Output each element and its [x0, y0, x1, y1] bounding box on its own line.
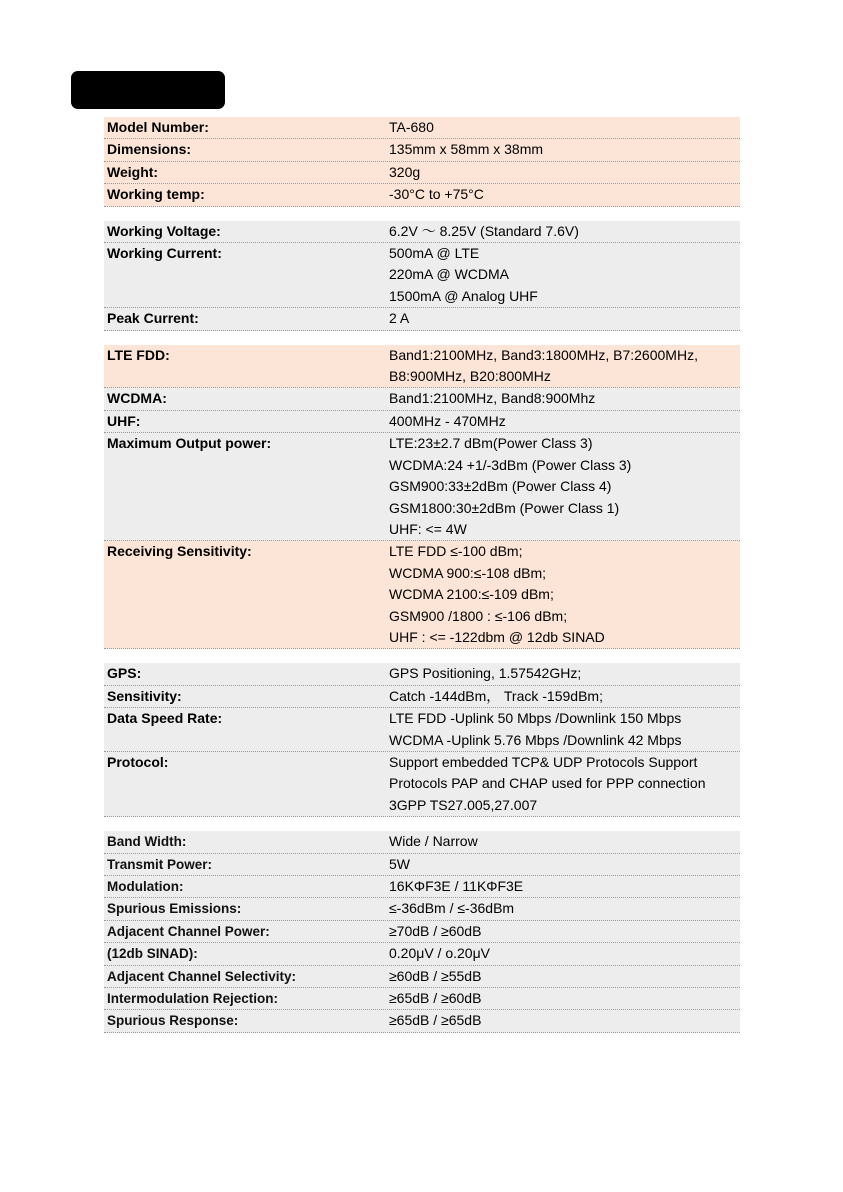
spec-label: LTE FDD:	[107, 346, 170, 363]
spec-value: ≥65dB / ≥65dB	[389, 1012, 482, 1029]
spec-row	[104, 988, 740, 1010]
spec-label: Working temp:	[107, 186, 205, 203]
spec-value: LTE:23±2.7 dBm(Power Class 3)	[389, 435, 593, 452]
spec-row	[104, 345, 740, 389]
spec-row	[104, 854, 740, 876]
spec-values	[389, 184, 740, 205]
spec-row	[104, 243, 740, 308]
spec-value: 3GPP TS27.005,27.007	[389, 796, 538, 813]
spec-label: WCDMA:	[107, 390, 167, 407]
spec-row	[104, 411, 740, 433]
spec-row	[104, 943, 740, 965]
spec-row	[104, 876, 740, 898]
spec-values	[389, 411, 740, 432]
spec-value: 5W	[389, 855, 410, 872]
spec-row	[104, 752, 740, 817]
spec-label: UHF:	[107, 412, 141, 429]
spec-value: LTE FDD -Uplink 50 Mbps /Downlink 150 Mbps	[389, 710, 682, 727]
spec-value: Wide / Narrow	[389, 833, 478, 850]
spec-values	[389, 663, 740, 684]
spec-values	[389, 708, 740, 751]
spec-row	[104, 184, 740, 206]
spec-label: Sensitivity:	[107, 687, 182, 704]
spec-value: Support embedded TCP& UDP Protocols Support	[389, 753, 698, 770]
spec-value: 1500mA @ Analog UHF	[389, 287, 538, 304]
spec-value: Protocols PAP and CHAP used for PPP connection	[389, 775, 706, 792]
spec-label: Dimensions:	[107, 141, 192, 158]
spec-values	[389, 433, 740, 540]
spec-label: Data Speed Rate:	[107, 710, 223, 727]
spec-value: -30°C to +75°C	[389, 186, 484, 203]
spec-value: B8:900MHz, B20:800MHz	[389, 368, 551, 385]
spec-row	[104, 308, 740, 330]
spec-label: Intermodulation Rejection:	[107, 991, 279, 1007]
spec-values	[389, 831, 740, 852]
spec-value: GSM900 /1800 : ≤-106 dBm;	[389, 607, 568, 624]
spec-label: Spurious Response:	[107, 1013, 239, 1029]
spec-row	[104, 686, 740, 708]
spec-values	[389, 943, 740, 964]
spec-values	[389, 221, 740, 242]
spec-row	[104, 221, 740, 243]
spec-value: 16KΦF3E / 11KΦF3E	[389, 878, 524, 894]
spec-label: Transmit Power:	[107, 856, 213, 872]
spec-value: Catch -144dBm， Track -159dBm;	[389, 687, 603, 704]
spec-row	[104, 117, 740, 139]
spec-value: WCDMA 2100:≤-109 dBm;	[389, 586, 554, 603]
spec-label: Working Current:	[107, 245, 222, 262]
spec-label: Spurious Emissions:	[107, 901, 242, 917]
spec-row	[104, 162, 740, 184]
spec-value: 0.20μV / o.20μV	[389, 945, 490, 962]
spec-values	[389, 117, 740, 138]
spec-row	[104, 1010, 740, 1032]
spec-label: (12db SINAD):	[107, 946, 198, 962]
section-title-bar	[71, 71, 225, 109]
spec-value: 500mA @ LTE	[389, 245, 480, 262]
spec-value: UHF: <= 4W	[389, 520, 467, 537]
spec-value: UHF : <= -122dbm @ 12db SINAD	[389, 628, 605, 645]
spec-row	[104, 708, 740, 752]
spec-value: ≥60dB / ≥55dB	[389, 967, 482, 984]
spec-group-uhf-radio	[104, 831, 740, 1033]
spec-value: WCDMA 900:≤-108 dBm;	[389, 564, 547, 581]
spec-label: Band Width:	[107, 834, 187, 850]
spec-label: Receiving Sensitivity:	[107, 543, 252, 560]
spec-group-general	[104, 117, 740, 207]
spec-group-gps-data	[104, 663, 740, 817]
spec-row	[104, 663, 740, 685]
spec-value: GPS Positioning, 1.57542GHz;	[389, 665, 582, 682]
spec-row	[104, 541, 740, 649]
spec-group-radio-bands	[104, 345, 740, 650]
spec-value: TA-680	[389, 119, 434, 135]
spec-label: Protocol:	[107, 753, 169, 770]
spec-values	[389, 139, 740, 160]
spec-value: ≤-36dBm / ≤-36dBm	[389, 900, 515, 917]
spec-value: ≥70dB / ≥60dB	[389, 922, 482, 939]
spec-row	[104, 831, 740, 853]
spec-values	[389, 1010, 740, 1031]
spec-values	[389, 686, 740, 707]
spec-values	[389, 988, 740, 1009]
spec-values	[389, 308, 740, 329]
spec-value: 135mm x 58mm x 38mm	[389, 141, 544, 158]
spec-values	[389, 345, 740, 388]
spec-value: Band1:2100MHz, Band3:1800MHz, B7:2600MHz,	[389, 346, 698, 363]
spec-label: Working Voltage:	[107, 222, 221, 239]
spec-label: Maximum Output power:	[107, 435, 272, 452]
spec-label: Model Number:	[107, 119, 209, 135]
spec-row	[104, 139, 740, 161]
spec-group-power	[104, 221, 740, 331]
spec-value: GSM900:33±2dBm (Power Class 4)	[389, 478, 612, 495]
spec-row	[104, 921, 740, 943]
spec-value: LTE FDD ≤-100 dBm;	[389, 543, 523, 560]
spec-values	[389, 752, 740, 816]
spec-values	[389, 854, 740, 875]
spec-values	[389, 876, 740, 897]
spec-value: WCDMA -Uplink 5.76 Mbps /Downlink 42 Mbps	[389, 731, 682, 748]
spec-label: Adjacent Channel Selectivity:	[107, 968, 297, 984]
spec-value: 400MHz - 470MHz	[389, 412, 506, 429]
spec-row	[104, 966, 740, 988]
spec-row	[104, 898, 740, 920]
spec-value: WCDMA:24 +1/-3dBm (Power Class 3)	[389, 456, 632, 473]
spec-value: 220mA @ WCDMA	[389, 266, 510, 283]
spec-value: Band1:2100MHz, Band8:900Mhz	[389, 390, 596, 407]
spec-label: Adjacent Channel Power:	[107, 923, 270, 939]
spec-label: GPS:	[107, 665, 142, 682]
spec-label: Peak Current:	[107, 310, 199, 327]
spec-value: 320g	[389, 163, 421, 180]
spec-value: GSM1800:30±2dBm (Power Class 1)	[389, 499, 620, 516]
spec-value: 2 A	[389, 310, 410, 327]
spec-label: Modulation:	[107, 879, 184, 894]
spec-label: Weight:	[107, 163, 159, 180]
spec-values	[389, 388, 740, 409]
spec-row	[104, 388, 740, 410]
spec-row	[104, 433, 740, 541]
spec-value: ≥65dB / ≥60dB	[389, 990, 482, 1007]
spec-values	[389, 243, 740, 307]
spec-values	[389, 541, 740, 648]
spec-values	[389, 898, 740, 919]
spec-values	[389, 921, 740, 942]
spec-values	[389, 966, 740, 987]
spec-sheet	[104, 117, 740, 1047]
spec-value: 6.2V ～ 8.25V (Standard 7.6V)	[389, 222, 579, 239]
spec-values	[389, 162, 740, 183]
